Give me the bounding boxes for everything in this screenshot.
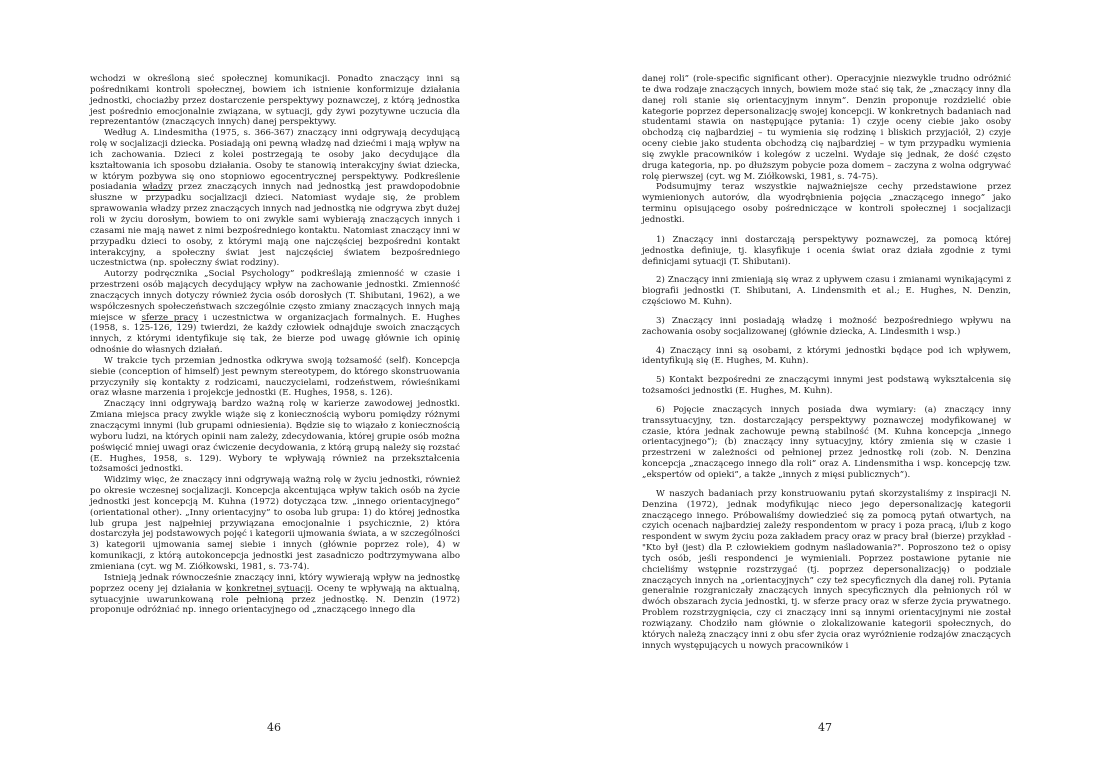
paragraph: Podsumujmy teraz wszystkie najważniejsze cechy przedstawione przez wymienionych autorów, dla wyodrębnienia pojęcia „znaczącego innego” jako terminu opisującego osoby pośredniczące w kontroli społecznej i socjalizacji jednostki.	[642, 182, 1011, 225]
list-item: 3) Znaczący inni posiadają władzę i możność bezpośredniego wpływu na zachowania osoby socjalizowanej (głównie dziecka, A. Lindesmith i wsp.)	[642, 315, 1011, 337]
paragraph: Istnieją jednak równocześnie znaczący inni, który wywierają wpływ na jednostkę poprzez oceny jej działania w konkretnej sytuacji. Oceny te wpływają na aktualną, sytuacyjnie uwarunkowaną role pełnioną przez jednostkę. N. Denzin (1972) proponuje odróżniać np. innego orientacyjnego od „znaczącego innego dla	[90, 572, 460, 616]
page-number: 46	[267, 721, 281, 734]
paragraph: danej roli” (role-specific significant other). Operacyjnie niezwykle trudno odróżnić te dwa rodzaje znaczących innych, bowiem może stać się tak, że „znaczący inny dla danej roli stanie się orientacyjnym innym”. Denzin proponuje rozdzielić obie kategorie poprzez depersonalizację swojej koncepcji. W konkretnych badaniach nad studentami stawia on następujące pytania: 1) czyje oceny ciebie jako osoby obchodzą cię najbardziej – tu wymienia się rodzinę i bliskich przyjaciół, 2) czyje oceny ciebie jako studenta obchodzą cię najbardziej – w tym przypadku wymienia się zwykle pracowników i kolegów z uczelni. Wydaje się jednak, że dość często druga kategoria, np. po dłuższym pobycie poza domem – zaczyna z wolna odgrywać rolę pierwszej (cyt. wg M. Ziółkowski, 1981, s. 74-75).	[642, 74, 1011, 182]
right-text-column	[642, 74, 1011, 652]
list-item: 2) Znaczący inni zmieniają się wraz z upływem czasu i zmianami wynikającymi z biografii jednostki (T. Shibutani, A. Lindensmith et al.; E. Hughes, N. Denzin, częściowo M. Kuhn).	[642, 275, 1011, 308]
left-text-column	[90, 74, 460, 616]
right-page	[550, 0, 1100, 778]
underlined-phrase: sferze pracy	[141, 312, 199, 323]
paragraph: Widzimy więc, że znaczący inni odgrywają ważną rolę w życiu jednostki, również po okresie wczesnej socjalizacji. Koncepcja akcentująca wpływ takich osób na życie jednostki jest koncepcją M. Kuhna (1972) dotycząca tzw. „innego orientacyjnego” (orientational other). „Inny orientacyjny” to osoba lub grupa: 1) do której jednostka lub grupa jest najpełniej przywiązana emocjonalnie i psychicznie, 2) która dostarczyła jej podstawowych pojęć i kategorii ujmowania świata, a w szczególności 3) kategorii ujmowania samej siebie i innych (głównie poprzez role), 4) w komunikacji, z którą autokoncepcja jednostki jest zasadniczo podtrzymywana albo zmieniana (cyt. wg M. Ziółkowski, 1981, s. 73-74).	[90, 475, 460, 572]
paragraph: Autorzy podręcznika „Social Psychology” podkreślają zmienność w czasie i przestrzeni osób mających decydujący wpływ na zachowanie jednostki. Zmienność znaczących innych dotyczy również życia osób dorosłych (T. Shibutani, 1962), a we współczesnych społeczeństwach szczególnie często zmiany znaczących innych mają miejsce w sferze pracy i uczestnictwa w organizacjach formalnych. E. Hughes (1958, s. 125-126, 129) twierdzi, że każdy człowiek odnajduje swoich znaczących innych, z którymi identyfikuje się tak, że bierze pod uwagę głównie ich opinię odnośnie do własnych działań.	[90, 269, 461, 356]
underlined-phrase: konkretnej sytuacji	[225, 583, 311, 594]
list-item: 6) Pojęcie znaczących innych posiada dwa wymiary: (a) znaczący inny transsytuacyjny, tzn. dostarczający perspektywy poznawczej modyfikowanej w czasie, która jednak zachowuje pewną stabilność (M. Kuhna koncepcja „innego orientacyjnego”); (b) znaczący inny sytuacyjny, który zmienia się w czasie i przestrzeni w zależności od pełnionej przez jednostkę roli (zob. N. Denzina koncepcja „znaczącego innego dla roli” oraz A. Lindensmitha i wsp. koncepcję tzw. „ekspertów od opieki”, a także „innych z mięsi publicznych”).	[642, 404, 1011, 480]
list-item: 5) Kontakt bezpośredni ze znaczącymi innymi jest podstawą wykształcenia się tożsamości jednostki (E. Hughes, M. Kuhn).	[642, 375, 1011, 397]
paragraph: wchodzi w określoną sieć społecznej komunikacji. Ponadto znaczący inni są pośrednikami kontroli społecznej, bowiem ich istnienie konformizuje działania jednostki, chociażby przez dostarczenie perspektywy poznawczej, z którą jednostka jest pośrednio emocjonalnie związana, w sytuacji, gdy żywi pozytywne uczucia dla reprezentantów (znaczących innych) danej perspektywy.	[90, 74, 460, 128]
paragraph: Znaczący inni odgrywają bardzo ważną rolę w karierze zawodowej jednostki. Zmiana miejsca pracy zwykle wiąże się z koniecznością wyboru pomiędzy różnymi znaczącymi innymi (lub grupami odniesienia). Będzie się to wiązało z koniecznością wyboru ludzi, na których opinii nam zależy, zdecydowania, której grupie osób można poświęcić mniej uwagi oraz ćwiczenie decydowania, z którą grupą należy się rozstać (E. Hughes, 1958, s. 129). Wybory te wpływają również na przekształcenia tożsamości jednostki.	[90, 399, 460, 475]
paragraph: W trakcie tych przemian jednostka odkrywa swoją tożsamość (self). Koncepcja siebie (conception of himself) jest pewnym stereotypem, do którego skonstruowania przyczyniły się kontakty z rodzicami, nauczycielami, rodzeństwem, rówieśnikami oraz własne marzenia i projekcje jednostki (E. Hughes, 1958, s. 126).	[90, 355, 460, 399]
underlined-phrase: władzy	[142, 182, 173, 193]
paragraph: Według A. Lindesmitha (1975, s. 366-367) znaczący inni odgrywają decydującą rolę w socjalizacji dziecka. Posiadają oni pewną władzę nad dziećmi i mają wpływ na ich zachowania. Dzieci z kolei postrzegają te osoby jako decydujące dla kształtowania ich sposobu działania. Osoby te stanowią interakcyjny świat dziecka, w którym pozbywa się ono stopniowo egocentrycznej perspektywy. Podkreślenie posiadania władzy przez znaczących innych nad jednostką jest prawdopodobnie słuszne w przypadku socjalizacji dzieci. Natomiast wydaje się, że problem sprawowania władzy przez znaczących innych nad jednostką nie odgrywa zbyt dużej roli w życiu dorosłym, bowiem to oni zwykle sami wybierają znaczących innych i czasami nie mają nawet z nimi bezpośredniego kontaktu. Natomiast znaczący inni w przypadku dzieci to osoby, z którymi mają one najczęściej bezpośredni kontakt interakcyjny, a społeczny świat jest najczęściej światem bezpośredniego uczestnictwa (np. społeczny świat rodziny).	[90, 128, 460, 269]
paragraph: W naszych badaniach przy konstruowaniu pytań skorzystaliśmy z inspiracji N. Denzina (1972), jednak modyfikując nieco jego depersonalizację kategorii znaczącego innego. Próbowaliśmy dowiedzieć się za pomocą pytań otwartych, na czyich ocenach najbardziej zależy respondentom w pracy i poza pracą, i/lub z kogo respondent w swym życiu poza zakładem pracy oraz w pracy brał (bierze) przykład - "Kto był (jest) dla P. człowiekiem godnym naśladowania?". Poproszono też o opisy tych osób, jeśli respondenci je wymieniali. Poprzez postawione pytanie nie chcieliśmy wstępnie rozstrzygać (tj. poprzez depersonalizację) o podziale znaczących innych na „orientacyjnych” czy też specyficznych dla danej roli. Pytania generalnie rozgraniczały znaczących innych specyficznych dla pełnionych ról w dwóch obszarach życia jednostki, tj. w sferze pracy oraz w sferze życia prywatnego. Problem rozstrzygnięcia, czy ci znaczący inni są innymi orientacyjnymi nie został rozwiązany. Chodziło nam głównie o zlokalizowanie kategorii społecznych, do których należą znaczący inni z obu sfer życia oraz wyróżnienie rodzajów znaczących innych występujących u nowych pracowników i	[642, 488, 1011, 651]
list-item: 4) Znaczący inni są osobami, z którymi jednostki będące pod ich wpływem, identyfikują się (E. Hughes, M. Kuhn).	[642, 345, 1011, 367]
page-number: 47	[818, 721, 832, 734]
list-item: 1) Znaczący inni dostarczają perspektywy poznawczej, za pomocą której jednostka definiuje, tj. klasyfikuje i ocenia świat oraz działa zgodnie z tymi definicjami sytuacji (T. Shibutani).	[642, 234, 1011, 267]
